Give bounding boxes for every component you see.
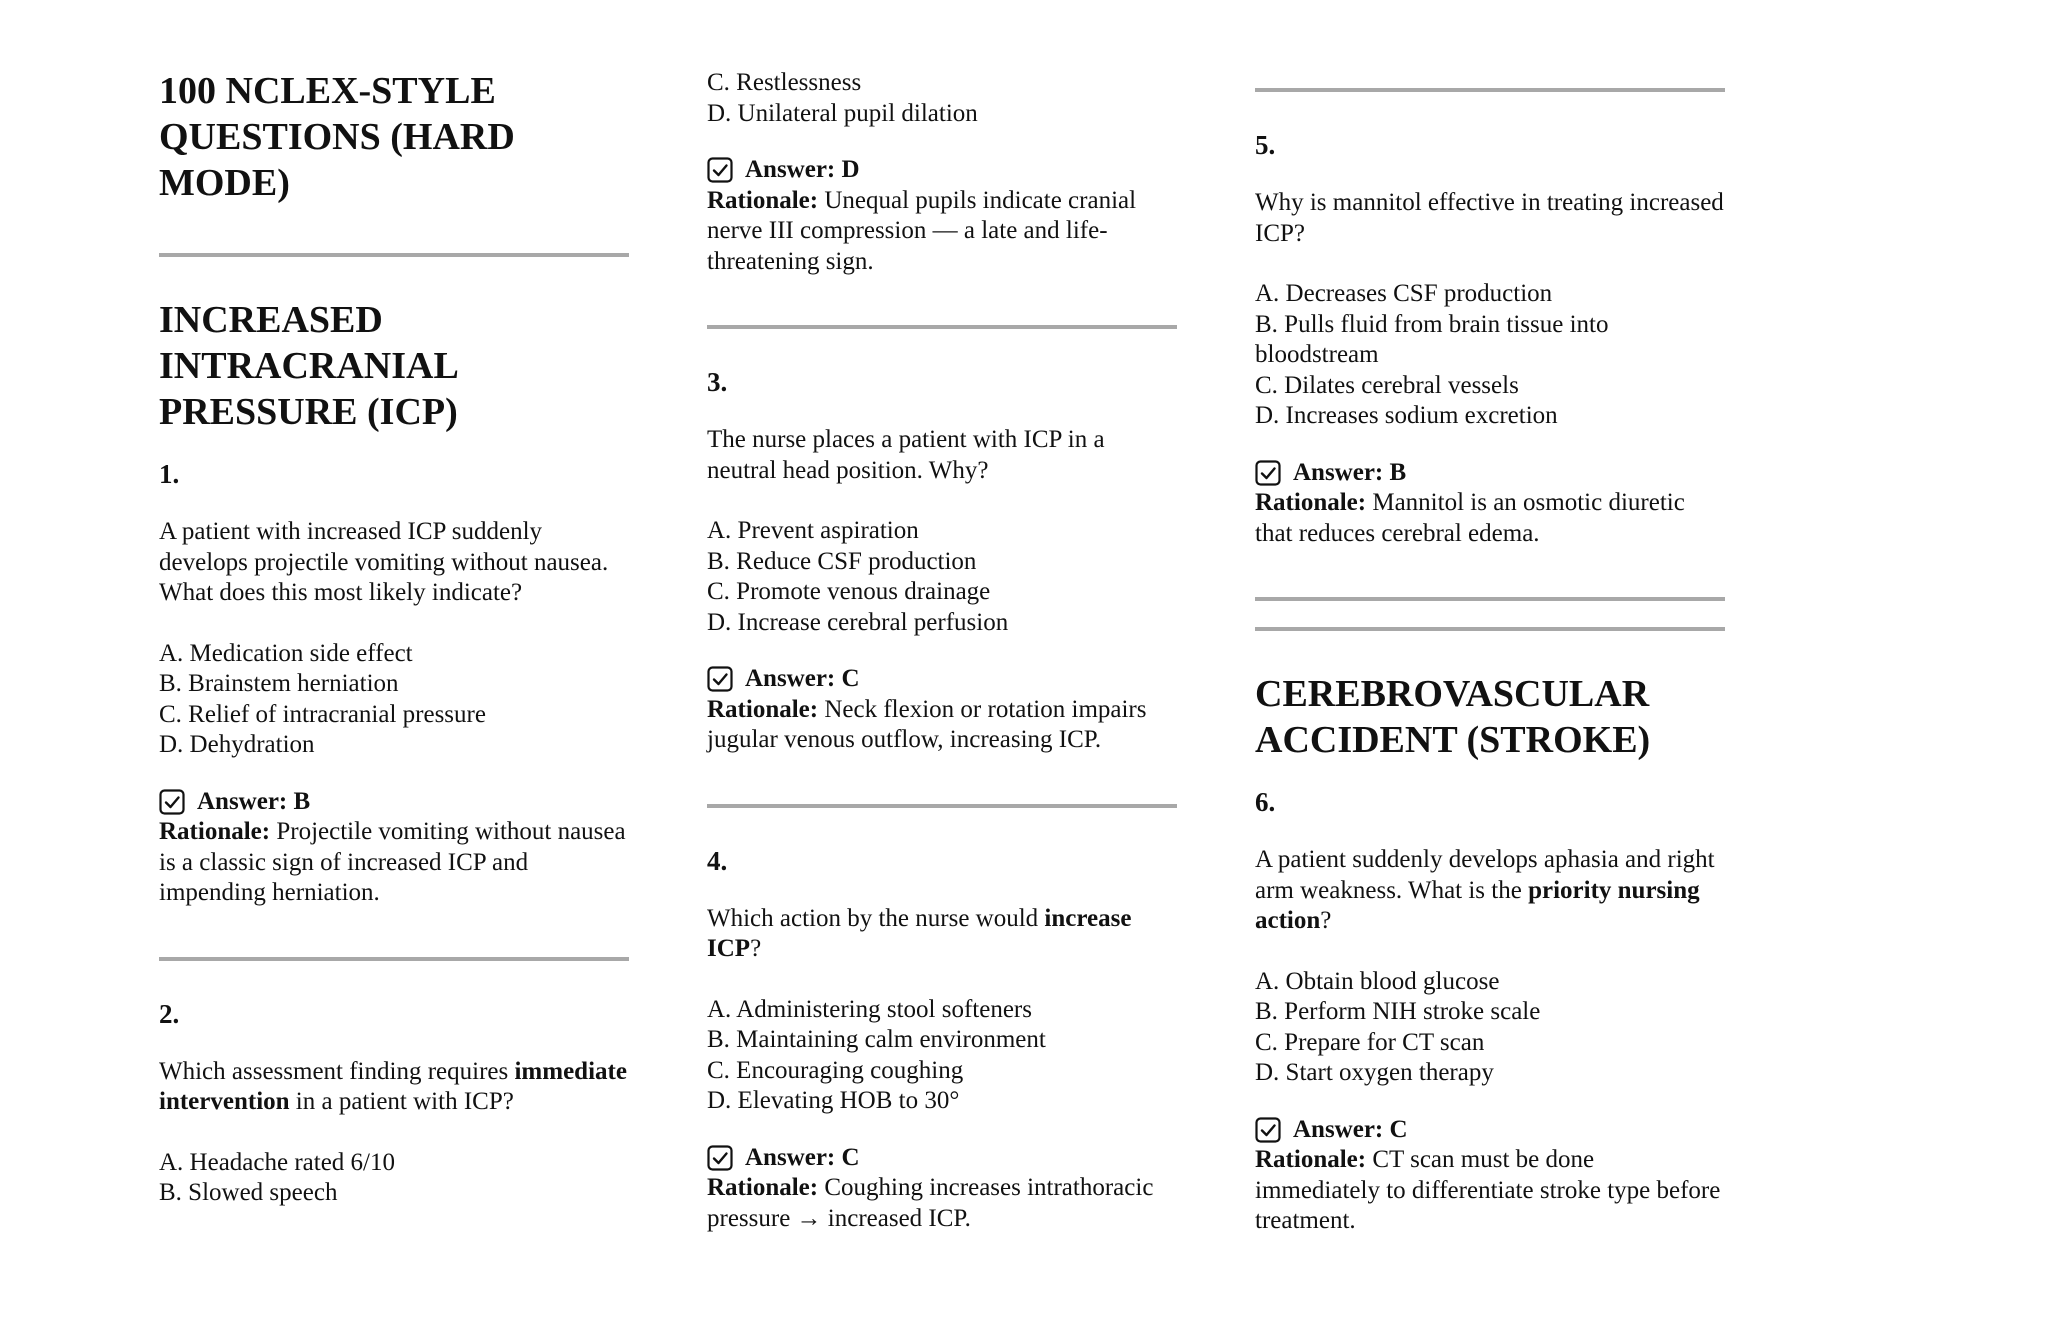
check-box-icon [1255,1117,1281,1143]
question-2 [159,999,629,1209]
column-1 [159,0,629,1209]
rationale-label: Rationale: [159,818,271,845]
question-3 [707,367,1177,756]
answer-line [707,1143,1177,1174]
stem-text: Which assessment finding requires [159,1057,515,1085]
option-b: B. Pulls fluid from brain tissue into bloodstream [1255,310,1609,368]
options-list [707,995,1177,1117]
option-b: B. Reduce CSF production [707,547,977,575]
check-box-icon [1255,460,1281,486]
rationale-label: Rationale: [707,186,819,214]
rationale [159,817,629,909]
answer-text: Answer: C [1293,1115,1408,1143]
answer-text: Answer: D [745,156,860,183]
question-5 [1255,130,1725,549]
option-c: C. Restlessness [707,69,862,96]
stem-emphasis: priority nursing action [1255,876,1700,934]
question-stem [1255,845,1725,937]
option-a: A. Medication side effect [159,639,413,667]
options-list [159,639,629,761]
check-box-icon [159,789,185,815]
question-number: 6. [1255,787,1276,817]
option-c: C. Promote venous drainage [707,578,991,605]
divider [1255,627,1725,631]
option-d: D. Start oxygen therapy [1255,1059,1494,1086]
rationale-text: Unequal pupils indicate cranial nerve III compression — a late and life-threatening sign. [707,186,1137,275]
divider [707,325,1177,329]
options-list [1255,279,1725,432]
section-title-stroke: CEREBROVASCULAR ACCIDENT (STROKE) [1255,673,1651,761]
rationale-text: Coughing increases intrathoracic pressure → increased ICP. [707,1174,1154,1232]
column-2 [707,0,1177,1234]
divider [159,957,629,961]
check-box-icon [707,666,733,692]
option-b: B. Brainstem herniation [159,670,399,697]
option-a: A. Obtain blood glucose [1255,967,1500,995]
question-number: 1. [159,459,180,489]
divider [1255,597,1725,601]
answer-line [707,664,1177,695]
question-number: 5. [1255,130,1276,160]
rationale-label: Rationale: [1255,489,1367,516]
divider [707,804,1177,808]
answer-text: Answer: C [745,665,860,692]
rationale [707,186,1177,278]
rationale [1255,1145,1725,1237]
answer-text: Answer: B [1293,458,1407,486]
check-box-icon [707,1145,733,1171]
answer-text: Answer: B [197,787,311,815]
question-stem [707,904,1177,965]
option-d: D. Elevating HOB to 30° [707,1087,960,1114]
stem-text: in a patient with ICP? [289,1088,514,1115]
option-b: B. Perform NIH stroke scale [1255,998,1541,1025]
option-c: C. Relief of intracranial pressure [159,700,486,728]
option-d: D. Unilateral pupil dilation [707,99,978,127]
rationale [707,1173,1177,1234]
stem-text: A patient suddenly develops aphasia and right arm weakness. What is the [1255,846,1715,904]
question-stem: A patient with increased ICP suddenly develops projectile vomiting without nausea. What does this most likely indicate? [159,518,609,606]
stem-emphasis: increase ICP [707,904,1132,962]
question-4 [707,846,1177,1235]
rationale [707,695,1177,756]
option-c: C. Encouraging coughing [707,1056,964,1084]
question-number: 2. [159,998,180,1029]
options-list [707,516,1177,638]
rationale-label: Rationale: [1255,1146,1367,1173]
stem-emphasis: immediate intervention [159,1057,627,1115]
rationale-text: CT scan must be done immediately to differentiate stroke type before treatment. [1255,1146,1721,1234]
stem-text: ? [750,935,762,962]
question-stem [159,1057,629,1118]
option-a: A. Headache rated 6/10 [159,1148,395,1176]
question-2-continued [707,68,1177,277]
divider [1255,88,1725,92]
option-d: D. Increases sodium excretion [1255,402,1558,429]
option-b: B. Maintaining calm environment [707,1026,1046,1053]
rationale-label: Rationale: [707,695,819,723]
rationale-label: Rationale: [707,1174,819,1201]
option-d: D. Dehydration [159,731,315,758]
answer-text: Answer: C [745,1143,860,1171]
option-b: B. Slowed speech [159,1179,338,1206]
question-number: 3. [707,367,728,397]
option-c: C. Dilates cerebral vessels [1255,371,1519,399]
stem-text: ? [1320,907,1332,934]
question-6 [1255,787,1725,1237]
option-a: A. Administering stool softeners [707,995,1032,1023]
column-3 [1255,0,1725,1237]
rationale-text: Projectile vomiting without nausea is a classic sign of increased ICP and impending herniation. [159,818,626,906]
check-box-icon [707,157,733,183]
stem-text: Which action by the nurse would [707,904,1045,932]
rationale [1255,488,1725,549]
options-list [1255,967,1725,1089]
question-stem: Why is mannitol effective in treating increased ICP? [1255,189,1724,247]
options-list [159,1148,629,1209]
divider [159,253,629,257]
answer-line [1255,458,1725,489]
section-title-icp: INCREASED INTRACRANIAL PRESSURE (ICP) [159,299,458,433]
question-1 [159,459,629,909]
rationale-text: Mannitol is an osmotic diuretic that reduces cerebral edema. [1255,489,1685,547]
answer-line [707,155,1177,186]
answer-line [1255,1115,1725,1146]
rationale-text: Neck flexion or rotation impairs jugular venous outflow, increasing ICP. [707,695,1147,753]
option-a: A. Decreases CSF production [1255,280,1553,307]
option-c: C. Prepare for CT scan [1255,1028,1485,1056]
option-d: D. Increase cerebral perfusion [707,608,1009,636]
question-stem: The nurse places a patient with ICP in a neutral head position. Why? [707,426,1105,484]
document-title: 100 NCLEX-STYLE QUESTIONS (HARD MODE) [159,70,515,204]
option-a: A. Prevent aspiration [707,517,919,544]
answer-line [159,787,629,818]
question-number: 4. [707,845,728,876]
